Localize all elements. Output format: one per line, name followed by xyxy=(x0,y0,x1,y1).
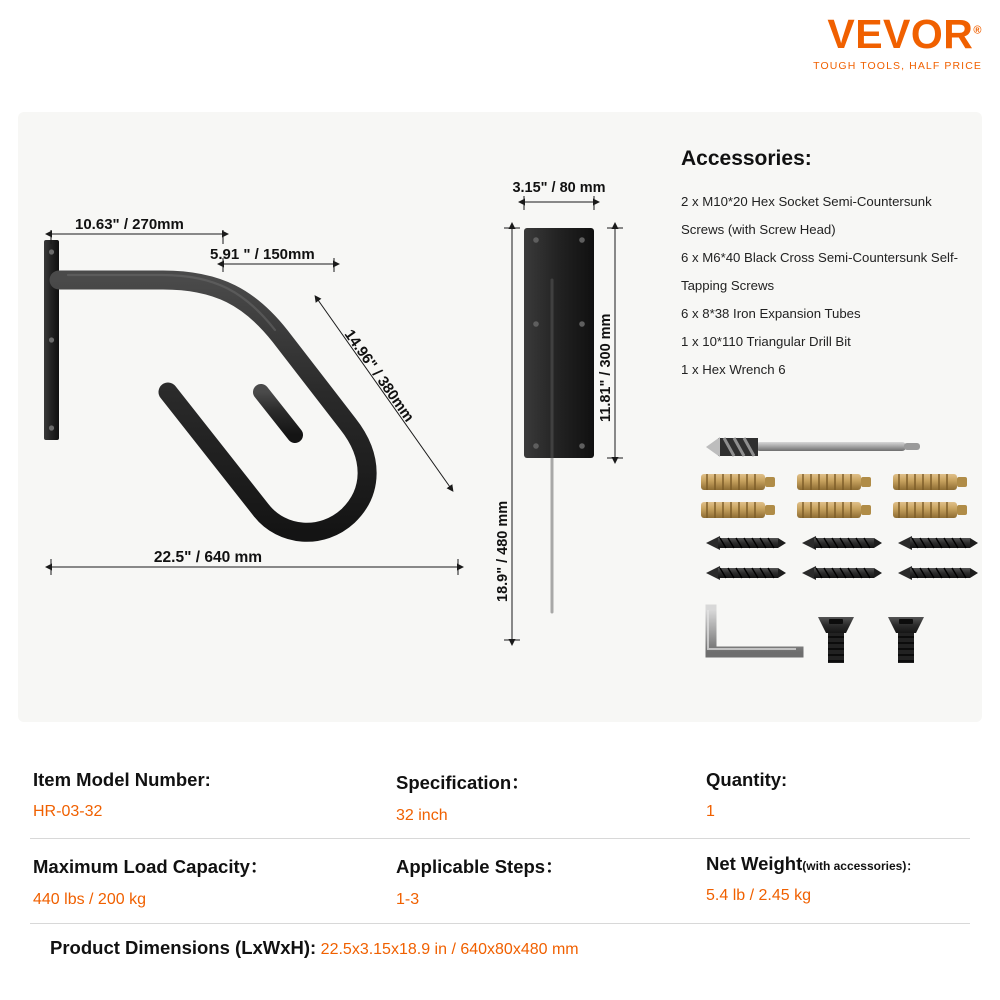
spec-row-1 xyxy=(0,755,1000,837)
spec-label: Item Model Number: xyxy=(33,769,211,790)
brand-tagline: TOUGH TOOLS, HALF PRICE xyxy=(813,60,982,72)
expansion-tubes-group xyxy=(701,474,967,518)
dim-height-outer: 18.9" / 480 mm xyxy=(495,500,511,602)
spec-item-model-number xyxy=(33,769,211,821)
spec-row-2 xyxy=(0,837,1000,919)
spec-item-net-weight xyxy=(706,853,918,905)
accessory-item: 6 x M6*40 Black Cross Semi-Countersunk Self-Tapping Screws xyxy=(681,250,959,293)
accessories-title: Accessories: xyxy=(681,147,812,170)
brand-logo xyxy=(813,11,982,72)
dim-second: 5.91 " / 150mm xyxy=(210,246,315,263)
spec-value: 1-3 xyxy=(396,891,420,908)
spec-value: 32 inch xyxy=(396,807,448,824)
spec-value: HR-03-32 xyxy=(33,803,103,820)
dim-bottom: 22.5" / 640 mm xyxy=(153,549,263,566)
brand-name-text: VEVOR xyxy=(827,11,974,57)
spec-item-specification xyxy=(396,769,530,825)
accessory-item: 1 x Hex Wrench 6 xyxy=(681,362,786,377)
accessory-item: 2 x M10*20 Hex Socket Semi-Countersunk Screws (with Screw Head) xyxy=(681,194,932,237)
spec-row-3 xyxy=(0,919,1000,979)
spec-label: Applicable Steps： xyxy=(396,856,564,877)
spec-item-quantity xyxy=(706,769,787,821)
spec-label: Product Dimensions (LxWxH): xyxy=(50,937,317,958)
spec-item-applicable-steps xyxy=(396,853,564,909)
drill-bit-icon xyxy=(706,437,920,457)
net-weight-label: Net Weight xyxy=(706,853,803,874)
spec-value: 1 xyxy=(706,803,715,820)
accessory-item: 6 x 8*38 Iron Expansion Tubes xyxy=(681,306,861,321)
countersunk-screws-group xyxy=(818,617,924,663)
spec-value: 440 lbs / 200 kg xyxy=(33,891,146,908)
dim-diagonal: 14.96" / 380mm xyxy=(340,326,418,426)
self-tapping-screws-group xyxy=(706,536,978,580)
spec-label: Specification： xyxy=(396,772,530,793)
specification-table xyxy=(0,755,1000,979)
registered-mark: ® xyxy=(973,24,982,37)
accessory-item: 1 x 10*110 Triangular Drill Bit xyxy=(681,334,851,349)
spec-value: 5.4 lb / 2.45 kg xyxy=(706,887,811,904)
spec-label: Maximum Load Capacity： xyxy=(33,856,269,877)
accessories-list xyxy=(681,188,971,384)
net-weight-sublabel: (with accessories)： xyxy=(802,859,919,873)
spec-label xyxy=(706,853,918,875)
dim-height-inner: 11.81" / 300 mm xyxy=(598,313,614,422)
dim-width-top: 3.15" / 80 mm xyxy=(512,180,606,196)
spec-item-max-load xyxy=(33,853,268,909)
spec-value: 22.5x3.15x18.9 in / 640x80x480 mm xyxy=(320,941,579,958)
brand-name xyxy=(813,11,982,57)
spec-label: Quantity: xyxy=(706,769,788,790)
spec-item-product-dimensions xyxy=(50,937,579,959)
hex-wrench-icon xyxy=(708,610,798,652)
dim-top-left: 10.63" / 270mm xyxy=(75,216,184,233)
